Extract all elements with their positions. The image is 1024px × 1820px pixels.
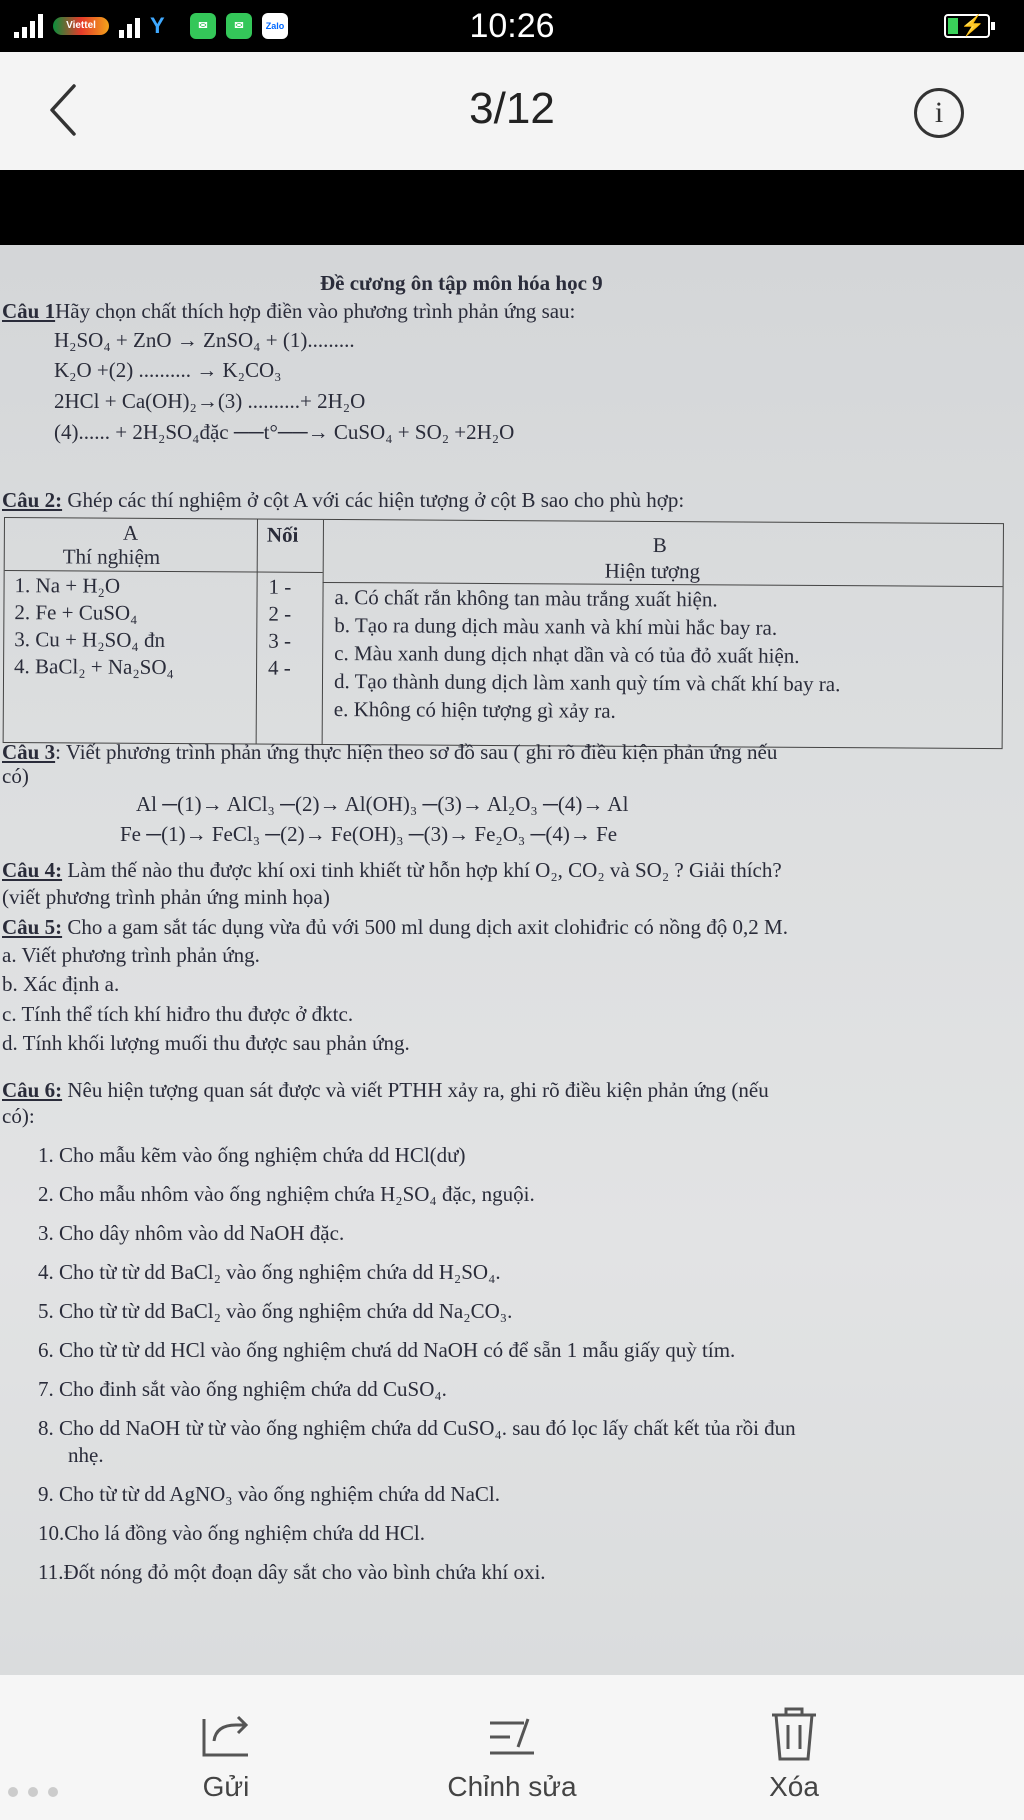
q6-item: 4. Cho từ từ dd BaCl₂ vào ống nghiệm chứa dd H₂SO₄. bbox=[38, 1260, 501, 1284]
q1-equation-2: K₂O +(2) .......... → K₂CO₃ bbox=[54, 358, 282, 382]
table-cell-b: e. Không có hiện tượng gì xảy ra. bbox=[333, 697, 616, 723]
question-5-a: a. Viết phương trình phản ứng. bbox=[2, 943, 260, 967]
table-head-a-sub: Thí nghiệm bbox=[62, 544, 161, 569]
question-4 bbox=[2, 857, 782, 883]
delete-label: Xóa bbox=[769, 1771, 819, 1802]
bottom-toolbar bbox=[0, 1675, 1024, 1820]
info-icon: i bbox=[934, 96, 944, 129]
table-cell-noi: 1 - bbox=[268, 574, 292, 599]
document-photo bbox=[0, 245, 1024, 1675]
battery-icon: ⚡ bbox=[944, 14, 990, 38]
table-cell-noi: 4 - bbox=[268, 655, 291, 680]
viewer-header bbox=[0, 52, 1024, 170]
question-3-text: : Viết phương trình phản ứng thực hiện theo sơ đồ sau ( ghi rõ điều kiện phản ứng nếu bbox=[55, 740, 778, 764]
table-head-b-sub: Hiện tượng bbox=[604, 558, 701, 584]
question-3-text-2: có) bbox=[2, 764, 29, 788]
question-5-text: Cho a gam sắt tác dụng vừa đủ với 500 ml dung dịch axit clohiđric có nồng độ 0,2 M. bbox=[62, 915, 788, 939]
status-bar bbox=[0, 0, 1024, 52]
q6-item: 9. Cho từ từ dd AgNO₃ vào ống nghiệm chứa dd NaCl. bbox=[38, 1482, 501, 1506]
table-cell-a: 2. Fe + CuSO₄ bbox=[14, 600, 138, 625]
edit-button[interactable] bbox=[412, 1675, 612, 1820]
page-counter: 3/12 bbox=[469, 84, 555, 133]
send-label: Gửi bbox=[202, 1771, 250, 1802]
image-margin bbox=[0, 170, 1024, 245]
table-cell-a: 3. Cu + H₂SO₄ đn bbox=[14, 627, 166, 652]
question-5-b: b. Xác định a. bbox=[2, 972, 120, 996]
question-2-text: Ghép các thí nghiệm ở cột A với các hiện tượng ở cột B sao cho phù hợp: bbox=[67, 488, 685, 512]
question-6-label: Câu 6: bbox=[2, 1078, 63, 1102]
question-5 bbox=[2, 914, 788, 940]
edit-label: Chỉnh sửa bbox=[447, 1771, 577, 1802]
question-6-text-2: có): bbox=[2, 1104, 35, 1128]
table-cell-noi: 2 - bbox=[268, 601, 292, 626]
q6-item: 7. Cho đinh sắt vào ống nghiệm chứa dd CuSO₄. bbox=[38, 1377, 447, 1401]
question-2 bbox=[2, 487, 684, 513]
table-divider bbox=[322, 520, 324, 744]
question-3 bbox=[2, 739, 777, 765]
vpn-icon: Y bbox=[150, 13, 165, 38]
delete-button[interactable] bbox=[694, 1675, 894, 1820]
q6-item: 6. Cho từ từ dd HCl vào ống nghiệm chưá dd NaOH có để sẵn 1 mẫu giấy quỳ tím. bbox=[38, 1338, 736, 1362]
table-divider bbox=[257, 572, 323, 573]
info-button[interactable] bbox=[914, 88, 964, 138]
document-title: Đề cương ôn tập môn hóa học 9 bbox=[320, 271, 603, 295]
question-4-label: Câu 4: bbox=[2, 858, 63, 882]
question-1 bbox=[2, 298, 575, 324]
question-5-d: d. Tính khối lượng muối thu được sau phản ứng. bbox=[2, 1031, 410, 1055]
table-divider bbox=[256, 520, 258, 744]
table-cell-b: a. Có chất rắn không tan màu trắng xuất hiện. bbox=[334, 585, 718, 612]
question-5-label: Câu 5: bbox=[2, 915, 63, 939]
q6-item: 10.Cho lá đồng vào ống nghiệm chứa dd HCl. bbox=[38, 1521, 426, 1545]
table-cell-b: d. Tạo thành dung dịch làm xanh quỳ tím và chất khí bay ra. bbox=[333, 669, 841, 697]
table-cell-a: 4. BaCl₂ + Na₂SO₄ bbox=[14, 654, 174, 680]
app-notification-icon: ✉ bbox=[190, 13, 216, 39]
question-2-label: Câu 2: bbox=[2, 488, 63, 512]
share-icon bbox=[198, 1705, 254, 1761]
q6-item: 5. Cho từ từ dd BaCl₂ vào ống nghiệm chứa dd Na₂CO₃. bbox=[38, 1299, 513, 1323]
table-cell-noi: 3 - bbox=[268, 628, 292, 653]
question-4-text: Làm thế nào thu được khí oxi tinh khiết từ hỗn hợp khí O₂, CO₂ và SO₂ ? Giải thích? bbox=[62, 858, 782, 882]
q6-item: 11.Đốt nóng đỏ một đoạn dây sắt cho vào bình chứa khí oxi. bbox=[38, 1560, 546, 1584]
page-dots bbox=[8, 1787, 58, 1797]
question-1-label: Câu 1 bbox=[2, 299, 56, 323]
table-cell-b: c. Màu xanh dung dịch nhạt dần và có tủa đỏ xuất hiện. bbox=[334, 641, 800, 668]
table-cell-a: 1. Na + H₂O bbox=[14, 573, 121, 598]
question-6 bbox=[2, 1077, 769, 1103]
send-button[interactable] bbox=[126, 1675, 326, 1820]
question-4-text-2: (viết phương trình phản ứng minh họa) bbox=[2, 885, 330, 909]
q6-item: 2. Cho mẫu nhôm vào ống nghiệm chứa H₂SO₄ đặc, nguội. bbox=[38, 1182, 535, 1206]
carrier-logo: Viettel bbox=[53, 17, 109, 35]
q3-chain-fe: Fe ─(1)→ FeCl₃ ─(2)→ Fe(OH)₃ ─(3)→ Fe₂O₃ ─(4)→ Fe bbox=[120, 822, 618, 846]
zalo-icon: Zalo bbox=[262, 13, 288, 39]
question-1-text: Hãy chọn chất thích hợp điền vào phương trình phản ứng sau: bbox=[55, 299, 576, 323]
question-3-label: Câu 3 bbox=[2, 740, 56, 764]
table-head-b: B bbox=[652, 532, 667, 558]
matching-table bbox=[3, 517, 1004, 749]
q1-equation-3: 2HCl + Ca(OH)₂→(3) ..........+ 2H₂O bbox=[54, 389, 366, 413]
q3-chain-al: Al ─(1)→ AlCl₃ ─(2)→ Al(OH)₃ ─(3)→ Al₂O₃ ─(4)→ Al bbox=[136, 792, 629, 816]
trash-icon bbox=[766, 1705, 822, 1761]
q6-item-continued: nhẹ. bbox=[68, 1443, 104, 1467]
table-head-noi: Nối bbox=[266, 522, 299, 547]
q6-item: 8. Cho dd NaOH từ từ vào ống nghiệm chứa dd CuSO₄. sau đó lọc lấy chất kết tủa rồi đun bbox=[38, 1416, 796, 1440]
q1-equation-1: H₂SO₄ + ZnO → ZnSO₄ + (1)......... bbox=[54, 328, 355, 352]
q6-item: 1. Cho mẫu kẽm vào ống nghiệm chứa dd HCl(dư) bbox=[38, 1143, 466, 1167]
status-time: 10:26 bbox=[469, 7, 555, 45]
q6-item: 3. Cho dây nhôm vào dd NaOH đặc. bbox=[38, 1221, 345, 1245]
edit-icon bbox=[484, 1705, 540, 1761]
table-head-a: A bbox=[122, 520, 139, 545]
table-cell-b: b. Tạo ra dung dịch màu xanh và khí mùi hắc bay ra. bbox=[334, 613, 778, 640]
question-6-text: Nêu hiện tượng quan sát được và viết PTHH xảy ra, ghi rõ điều kiện phản ứng (nếu bbox=[62, 1078, 769, 1102]
app-notification-icon-2: ✉ bbox=[226, 13, 252, 39]
q1-equation-4: (4)...... + 2H₂SO₄đặc ──t°──→ CuSO₄ + SO₂ +2H₂O bbox=[54, 420, 515, 444]
question-5-c: c. Tính thể tích khí hiđro thu được ở đktc. bbox=[2, 1002, 354, 1026]
